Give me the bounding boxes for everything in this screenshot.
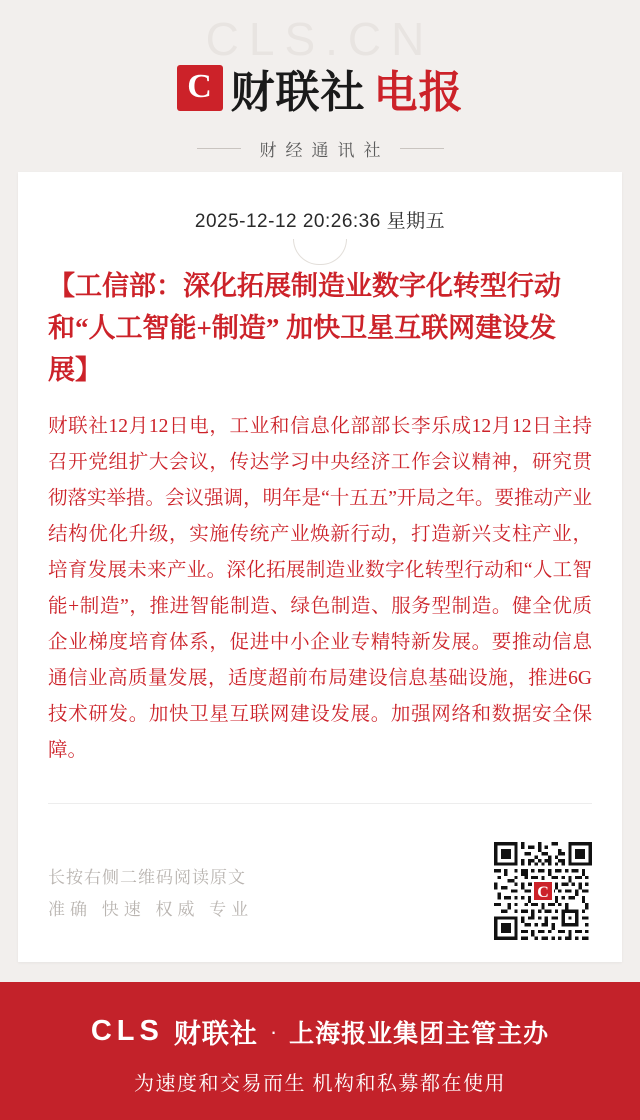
qr-center-logo: C: [532, 880, 554, 902]
card-footer-text: [48, 862, 253, 940]
article-body: 财联社12月12日电，工业和信息化部部长李乐成12月12日主持召开党组扩大会议，传达学习中央经济工作会议精神，研究贯彻落实举措。会议强调，明年是“十五五”开局之年。要推动产业结构优化升级，实施传统产业焕新行动，打造新兴支柱产业，培育发展未来产业。深化拓展制造业数字化转型行动和“人工智能+制造”，推进智能制造、绿色制造、服务型制造。健全优质企业梯度培育体系，促进中小企业专精特新发展。要推动信息通信业高质量发展，适度超前布局建设信息基础设施，推进6G技术研发。加快卫星互联网建设发展。加强网络和数据安全保障。: [48, 416, 592, 761]
qr-hint-text: 长按右侧二维码阅读原文: [48, 868, 246, 887]
qr-code[interactable]: [494, 842, 592, 940]
brand-logo: [0, 56, 640, 120]
card-notch-wrapper: [18, 233, 622, 259]
cls-logo-icon: C: [177, 65, 223, 111]
brand-suffix: 电报: [373, 68, 464, 117]
bottom-brand-name: 财联社: [173, 1019, 258, 1049]
slogan-text: 准确 快速 权威 专业: [48, 900, 254, 919]
bottom-tagline: 为速度和交易而生 机构和私募都在使用: [134, 1073, 506, 1095]
watermark-text: CLS.CN: [205, 13, 435, 65]
masthead-subtitle-row: [0, 136, 640, 161]
card-divider: [48, 803, 592, 804]
divider-left: [197, 148, 241, 149]
bottom-organization: 上海报业集团主管主办: [289, 1020, 550, 1048]
brand-name: 财联社: [230, 68, 366, 117]
article-timestamp: 2025-12-12 20:26:36 星期五: [194, 211, 446, 232]
card-footer: [18, 842, 622, 940]
article-card: [18, 172, 622, 962]
bottom-banner: [0, 982, 640, 1120]
cls-wordmark: CLS: [90, 1015, 164, 1047]
bottom-banner-primary: [0, 982, 640, 1051]
bottom-separator: ·: [269, 1018, 278, 1044]
masthead-subtitle: 财经通讯社: [259, 141, 390, 160]
masthead: [0, 0, 640, 161]
divider-right: [400, 148, 444, 149]
article-headline: 【工信部：深化拓展制造业数字化转型行动和“人工智能+制造” 加快卫星互联网建设发展】: [48, 271, 561, 385]
